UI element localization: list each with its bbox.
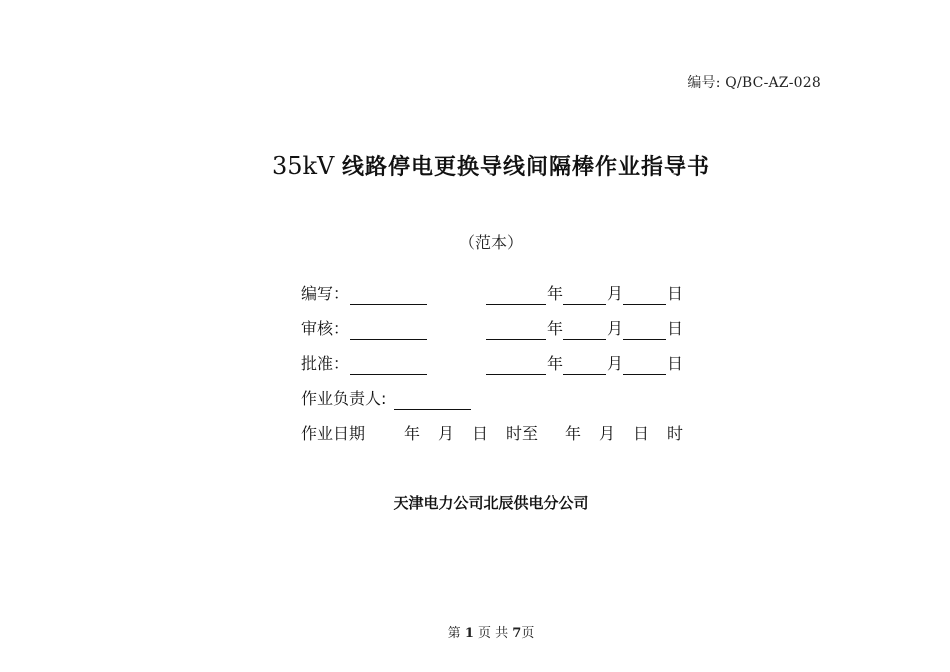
signature-label: 批准： xyxy=(301,354,350,373)
responsible-row xyxy=(301,387,721,422)
work-period-row xyxy=(301,422,721,457)
day-blank[interactable] xyxy=(623,374,666,375)
year-unit: 年 xyxy=(547,319,564,338)
month-blank[interactable] xyxy=(563,339,606,340)
responsible-blank[interactable] xyxy=(394,409,471,410)
document-title xyxy=(0,150,950,181)
signature-label: 审核： xyxy=(301,319,350,338)
signature-row-reviewer xyxy=(301,317,721,352)
start-month-unit: 月 xyxy=(438,424,455,443)
year-blank[interactable] xyxy=(486,374,546,375)
name-blank[interactable] xyxy=(350,339,427,340)
signature-row-approver xyxy=(301,352,721,387)
day-blank[interactable] xyxy=(623,304,666,305)
end-year-unit: 年 xyxy=(565,424,582,443)
page-current: 1 xyxy=(464,626,474,641)
day-unit: 日 xyxy=(667,284,684,303)
title-text: 线路停电更换导线间隔棒作业指导书 xyxy=(342,155,711,180)
document-number: 编号: Q/BC-AZ-028 xyxy=(687,75,821,91)
start-hour-unit: 时至 xyxy=(506,424,539,443)
name-blank[interactable] xyxy=(350,374,427,375)
end-month-unit: 月 xyxy=(599,424,616,443)
responsible-label: 作业负责人: xyxy=(301,389,387,408)
year-unit: 年 xyxy=(547,284,564,303)
day-unit: 日 xyxy=(667,354,684,373)
title-voltage: 35kV xyxy=(271,152,335,180)
year-unit: 年 xyxy=(547,354,564,373)
month-blank[interactable] xyxy=(563,374,606,375)
signature-block xyxy=(301,282,721,457)
year-blank[interactable] xyxy=(486,339,546,340)
page-total: 7 xyxy=(512,626,522,641)
page-number xyxy=(0,622,950,641)
day-unit: 日 xyxy=(667,319,684,338)
name-blank[interactable] xyxy=(350,304,427,305)
month-unit: 月 xyxy=(607,284,624,303)
page-mid: 页 共 xyxy=(478,626,509,641)
page-suffix: 页 xyxy=(521,626,535,641)
company-name: 天津电力公司北辰供电分公司 xyxy=(393,494,589,512)
month-unit: 月 xyxy=(607,354,624,373)
day-blank[interactable] xyxy=(623,339,666,340)
document-subtitle: （范本） xyxy=(458,233,523,252)
signature-row-author xyxy=(301,282,721,317)
month-unit: 月 xyxy=(607,319,624,338)
month-blank[interactable] xyxy=(563,304,606,305)
start-year-unit: 年 xyxy=(404,424,421,443)
signature-label: 编写： xyxy=(301,284,350,303)
end-hour-unit: 时 xyxy=(667,424,684,443)
end-day-unit: 日 xyxy=(633,424,650,443)
period-label: 作业日期 xyxy=(301,424,366,443)
start-day-unit: 日 xyxy=(472,424,489,443)
page-prefix: 第 xyxy=(447,626,461,641)
year-blank[interactable] xyxy=(486,304,546,305)
